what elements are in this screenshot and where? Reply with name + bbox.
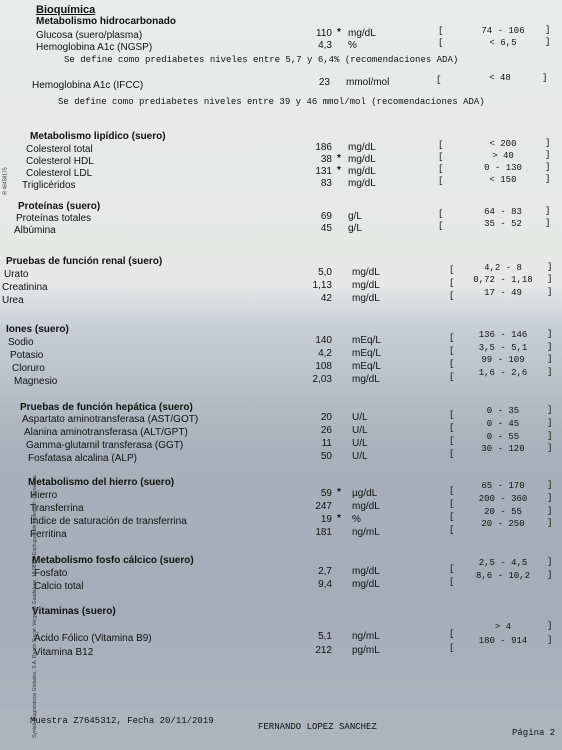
reference-range: 30 - 120: [481, 444, 525, 454]
sidebar-legal-text: Synlab Diagnósticos Globales, S.A. Razón Social: Verge de Guadalupe, 18 08950 Esplugues de Llobregat - Barcelona: [32, 475, 38, 738]
range-bracket-left: [: [449, 436, 455, 446]
result-unit: ng/mL: [352, 527, 380, 538]
range-bracket-right: ]: [545, 25, 551, 35]
range-bracket-left: [: [449, 449, 455, 459]
result-value: 26: [320, 425, 332, 436]
result-value: 59: [320, 488, 332, 499]
section-title: Pruebas de función hepática (suero): [20, 402, 193, 413]
result-value: 42: [320, 293, 332, 304]
section-title: Metabolismo fosfo cálcico (suero): [32, 555, 194, 566]
ifcc-unit: mmol/mol: [346, 77, 390, 88]
range-bracket-right: ]: [547, 329, 553, 339]
result-unit: mg/dL: [352, 501, 380, 512]
prediabetes-note-ngsp: Se define como prediabetes niveles entre 5,7 y 6,4% (recomendaciones ADA): [64, 55, 459, 65]
reference-range: > 4: [494, 622, 512, 632]
result-unit: g/L: [348, 211, 362, 222]
reference-range: 200 - 360: [478, 494, 528, 504]
result-flag: *: [337, 487, 341, 498]
result-unit: mg/dL: [348, 142, 376, 153]
range-bracket-left: [: [449, 291, 455, 301]
reference-range: 136 - 146: [478, 330, 528, 340]
result-name: Fosfato: [34, 568, 68, 579]
range-bracket-right: ]: [547, 557, 553, 567]
range-bracket-right: ]: [547, 287, 553, 297]
result-name: Alanina aminotransferasa (ALT/GPT): [24, 427, 188, 438]
range-bracket-right: ]: [545, 138, 551, 148]
result-unit: mEq/L: [352, 335, 381, 346]
result-value: 247: [315, 501, 332, 512]
ifcc-bracket-right: ]: [542, 73, 548, 83]
range-bracket-left: [: [449, 423, 455, 433]
range-bracket-right: ]: [547, 342, 553, 352]
result-unit: mEq/L: [352, 348, 381, 359]
result-name: Hierro: [30, 490, 58, 501]
result-value: 1,13: [312, 280, 332, 291]
range-bracket-right: ]: [545, 218, 551, 228]
result-unit: g/L: [348, 223, 362, 234]
section-title: Metabolismo lipídico (suero): [30, 131, 166, 142]
ifcc-name: Hemoglobina A1c (IFCC): [32, 80, 144, 91]
range-bracket-right: ]: [547, 518, 553, 528]
result-name: Urea: [2, 295, 24, 306]
result-name: Hemoglobina A1c (NGSP): [36, 42, 153, 53]
reference-range: 17 - 49: [484, 288, 522, 298]
reference-range: 64 - 83: [484, 207, 522, 217]
sidebar-code: R 46458175: [2, 167, 9, 195]
result-name: Calcio total: [34, 581, 84, 592]
range-bracket-left: [: [449, 410, 455, 420]
reference-range: 1,6 - 2,6: [478, 368, 528, 378]
result-name: Cloruro: [12, 363, 45, 374]
reference-range: 4,2 - 8: [484, 263, 522, 273]
result-unit: pg/mL: [352, 645, 380, 656]
result-unit: mg/dL: [348, 154, 376, 165]
reference-range: 0,72 - 1,18: [473, 275, 533, 285]
result-value: 110: [316, 28, 332, 39]
result-name: Vitamina B12: [34, 647, 94, 658]
result-name: Fosfatasa alcalina (ALP): [28, 453, 137, 464]
result-unit: U/L: [352, 412, 368, 423]
result-value: 2,03: [312, 374, 332, 385]
result-value: 131: [315, 166, 332, 177]
ifcc-range: < 48: [489, 73, 511, 83]
section-title: Metabolismo hidrocarbonado: [36, 16, 177, 27]
range-bracket-right: ]: [547, 621, 553, 631]
range-bracket-left: [: [449, 265, 455, 275]
result-unit: µg/dL: [352, 488, 378, 499]
range-bracket-left: [: [438, 164, 444, 174]
result-unit: mg/dL: [348, 178, 376, 189]
result-value: 83: [320, 178, 332, 189]
result-value: 20: [320, 412, 332, 423]
result-value: 9,4: [318, 579, 332, 590]
range-bracket-right: ]: [547, 262, 553, 272]
range-bracket-right: ]: [545, 174, 551, 184]
range-bracket-right: ]: [547, 506, 553, 516]
prediabetes-note-ifcc: Se define como prediabetes niveles entre 39 y 46 mmol/mol (recomendaciones ADA): [58, 97, 485, 107]
result-unit: mg/dL: [352, 566, 380, 577]
result-unit: mg/dL: [348, 166, 376, 177]
range-bracket-right: ]: [547, 274, 553, 284]
reference-range: 99 - 109: [481, 355, 525, 365]
range-bracket-right: ]: [547, 431, 553, 441]
result-unit: mg/dL: [348, 28, 376, 39]
reference-range: 35 - 52: [484, 219, 522, 229]
result-unit: mEq/L: [352, 361, 381, 372]
range-bracket-left: [: [438, 26, 444, 36]
range-bracket-right: ]: [547, 480, 553, 490]
range-bracket-left: [: [438, 176, 444, 186]
reference-range: > 40: [492, 151, 514, 161]
section-title: Vitaminas (suero): [32, 606, 116, 617]
range-bracket-left: [: [438, 38, 444, 48]
result-value: 45: [320, 223, 332, 234]
range-bracket-right: ]: [547, 443, 553, 453]
section-title: Metabolismo del hierro (suero): [28, 477, 175, 488]
result-unit: ng/mL: [352, 631, 380, 642]
result-name: Índice de saturación de transferrina: [30, 516, 187, 527]
range-bracket-left: [: [438, 140, 444, 150]
reference-range: 0 - 45: [486, 419, 520, 429]
range-bracket-right: ]: [547, 418, 553, 428]
result-value: 69: [320, 211, 332, 222]
result-value: 186: [315, 142, 332, 153]
range-bracket-left: [: [449, 486, 455, 496]
ifcc-value: 23: [318, 77, 330, 88]
result-flag: *: [337, 165, 341, 176]
result-unit: mg/dL: [352, 374, 380, 385]
range-bracket-left: [: [449, 499, 455, 509]
result-flag: *: [337, 513, 341, 524]
reference-range: < 200: [489, 139, 517, 149]
reference-range: 2,5 - 4,5: [478, 558, 528, 568]
result-name: Glucosa (suero/plasma): [36, 30, 143, 41]
result-name: Proteínas totales: [16, 213, 92, 224]
footer-page: Página 2: [512, 728, 556, 738]
reference-range: 20 - 55: [484, 507, 522, 517]
range-bracket-right: ]: [547, 354, 553, 364]
result-unit: U/L: [352, 425, 368, 436]
result-value: 11: [321, 438, 332, 449]
range-bracket-right: ]: [545, 150, 551, 160]
section-title: Iones (suero): [6, 324, 69, 335]
result-name: Sodio: [8, 337, 34, 348]
range-bracket-right: ]: [545, 206, 551, 216]
result-name: Aspartato aminotransferasa (AST/GOT): [22, 414, 199, 425]
range-bracket-left: [: [438, 209, 444, 219]
ifcc-bracket-left: [: [436, 75, 442, 85]
result-name: Creatinina: [2, 282, 48, 293]
result-value: 5,1: [318, 631, 332, 642]
range-bracket-left: [: [449, 525, 455, 535]
result-name: Transferrina: [30, 503, 84, 514]
range-bracket-left: [: [449, 359, 455, 369]
result-name: Colesterol LDL: [26, 168, 93, 179]
result-name: Gamma-glutamil transferasa (GGT): [26, 440, 184, 451]
range-bracket-right: ]: [547, 635, 553, 645]
result-unit: %: [352, 514, 361, 525]
range-bracket-right: ]: [547, 367, 553, 377]
range-bracket-left: [: [438, 221, 444, 231]
range-bracket-left: [: [449, 577, 455, 587]
range-bracket-right: ]: [547, 405, 553, 415]
range-bracket-right: ]: [545, 162, 551, 172]
result-name: Urato: [4, 269, 29, 280]
reference-range: 3,5 - 5,1: [478, 343, 528, 353]
result-flag: *: [337, 153, 341, 164]
result-name: Potasio: [10, 350, 44, 361]
result-value: 4,2: [318, 348, 332, 359]
range-bracket-left: [: [449, 629, 455, 639]
range-bracket-right: ]: [545, 37, 551, 47]
result-name: Albúmina: [14, 225, 56, 236]
result-value: 4,3: [318, 40, 332, 51]
range-bracket-left: [: [449, 643, 455, 653]
range-bracket-left: [: [449, 333, 455, 343]
result-name: Colesterol total: [26, 144, 93, 155]
reference-range: 20 - 250: [481, 519, 525, 529]
range-bracket-left: [: [449, 278, 455, 288]
range-bracket-left: [: [449, 346, 455, 356]
reference-range: 0 - 130: [484, 163, 522, 173]
footer-sample: Muestra Z7645312, Fecha 20/11/2019: [30, 716, 214, 726]
result-value: 212: [315, 645, 332, 656]
result-value: 50: [320, 451, 332, 462]
result-value: 19: [320, 514, 332, 525]
result-value: 2,7: [318, 566, 332, 577]
result-name: Ferritina: [30, 529, 67, 540]
result-unit: U/L: [352, 438, 368, 449]
section-title: Proteínas (suero): [18, 201, 101, 212]
reference-range: < 6,5: [489, 38, 517, 48]
result-name: Magnesio: [14, 376, 58, 387]
result-name: Ácido Fólico (Vitamina B9): [34, 633, 152, 644]
result-flag: *: [337, 27, 341, 38]
range-bracket-left: [: [449, 512, 455, 522]
result-value: 181: [315, 527, 332, 538]
range-bracket-left: [: [449, 564, 455, 574]
result-unit: mg/dL: [352, 267, 380, 278]
result-value: 5,0: [318, 267, 332, 278]
range-bracket-right: ]: [547, 570, 553, 580]
result-value: 38: [320, 154, 332, 165]
result-value: 108: [315, 361, 332, 372]
reference-range: 0 - 35: [486, 406, 520, 416]
reference-range: 65 - 170: [481, 481, 525, 491]
result-unit: U/L: [352, 451, 368, 462]
section-header: Bioquímica: [36, 4, 96, 16]
reference-range: 8,6 - 10,2: [475, 571, 530, 581]
section-title: Pruebas de función renal (suero): [6, 256, 163, 267]
result-name: Colesterol HDL: [26, 156, 94, 167]
reference-range: < 150: [489, 175, 517, 185]
range-bracket-left: [: [449, 372, 455, 382]
result-unit: mg/dL: [352, 280, 380, 291]
result-value: 140: [315, 335, 332, 346]
reference-range: 0 - 55: [486, 432, 520, 442]
reference-range: 74 - 106: [481, 26, 525, 36]
result-unit: mg/dL: [352, 579, 380, 590]
range-bracket-left: [: [438, 152, 444, 162]
result-unit: %: [348, 40, 357, 51]
range-bracket-right: ]: [547, 493, 553, 503]
result-name: Triglicéridos: [22, 180, 76, 191]
footer-patient: FERNANDO LOPEZ SANCHEZ: [258, 722, 377, 732]
reference-range: 180 - 914: [478, 636, 528, 646]
result-unit: mg/dL: [352, 293, 380, 304]
